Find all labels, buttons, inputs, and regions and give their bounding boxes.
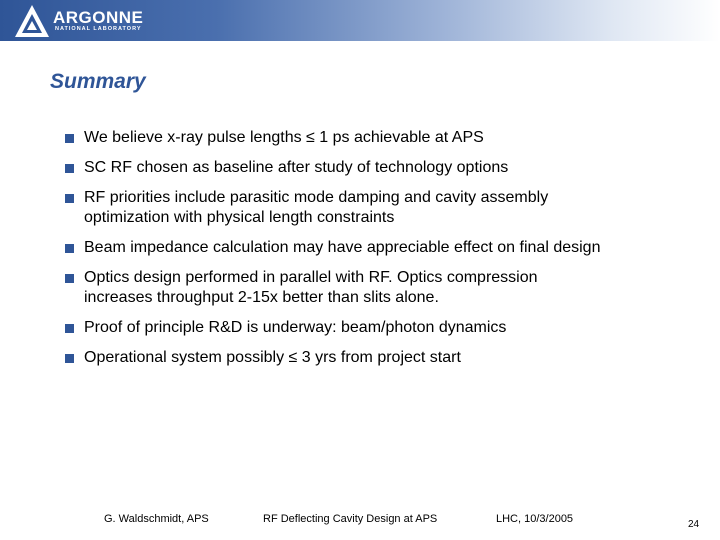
- bullet-item: [65, 158, 685, 178]
- bullet-text-line: Optics design performed in parallel with RF. Optics compression: [84, 269, 538, 286]
- bullet-text-line: Operational system possibly ≤ 3 yrs from project start: [84, 349, 461, 366]
- bullet-text-line: RF priorities include parasitic mode damping and cavity assembly: [84, 189, 549, 206]
- bullet-item: [65, 128, 685, 148]
- footer-talk-title: RF Deflecting Cavity Design at APS: [263, 513, 438, 525]
- slide-title: Summary: [50, 70, 146, 93]
- bullet-text-line: Beam impedance calculation may have appreciable effect on final design: [84, 239, 601, 256]
- bullet-item: [65, 318, 685, 338]
- footer-venue-date: LHC, 10/3/2005: [496, 513, 574, 525]
- logo-subtitle: NATIONAL LABORATORY: [55, 26, 142, 32]
- bullet-text-line: We believe x-ray pulse lengths ≤ 1 ps achievable at APS: [84, 129, 484, 146]
- square-bullet-icon: [65, 194, 74, 203]
- square-bullet-icon: [65, 324, 74, 333]
- bullet-list: [65, 128, 685, 378]
- bullet-item: [65, 268, 685, 308]
- bullet-text-line: increases throughput 2-15x better than slits alone.: [84, 289, 439, 306]
- bullet-text-line: SC RF chosen as baseline after study of technology options: [84, 159, 509, 176]
- bullet-item: [65, 188, 685, 228]
- bullet-item: [65, 238, 685, 258]
- bullet-item: [65, 348, 685, 368]
- square-bullet-icon: [65, 244, 74, 253]
- bullet-text-line: optimization with physical length constraints: [84, 209, 395, 226]
- square-bullet-icon: [65, 354, 74, 363]
- argonne-triangle-icon: [14, 4, 50, 38]
- page-number: 24: [688, 519, 700, 530]
- square-bullet-icon: [65, 274, 74, 283]
- header-banner: [0, 0, 720, 41]
- argonne-logo: [14, 4, 143, 38]
- bullet-text-line: Proof of principle R&D is underway: beam/photon dynamics: [84, 319, 507, 336]
- logo-name: ARGONNE: [53, 8, 144, 27]
- footer-author: G. Waldschmidt, APS: [104, 513, 209, 525]
- square-bullet-icon: [65, 164, 74, 173]
- square-bullet-icon: [65, 134, 74, 143]
